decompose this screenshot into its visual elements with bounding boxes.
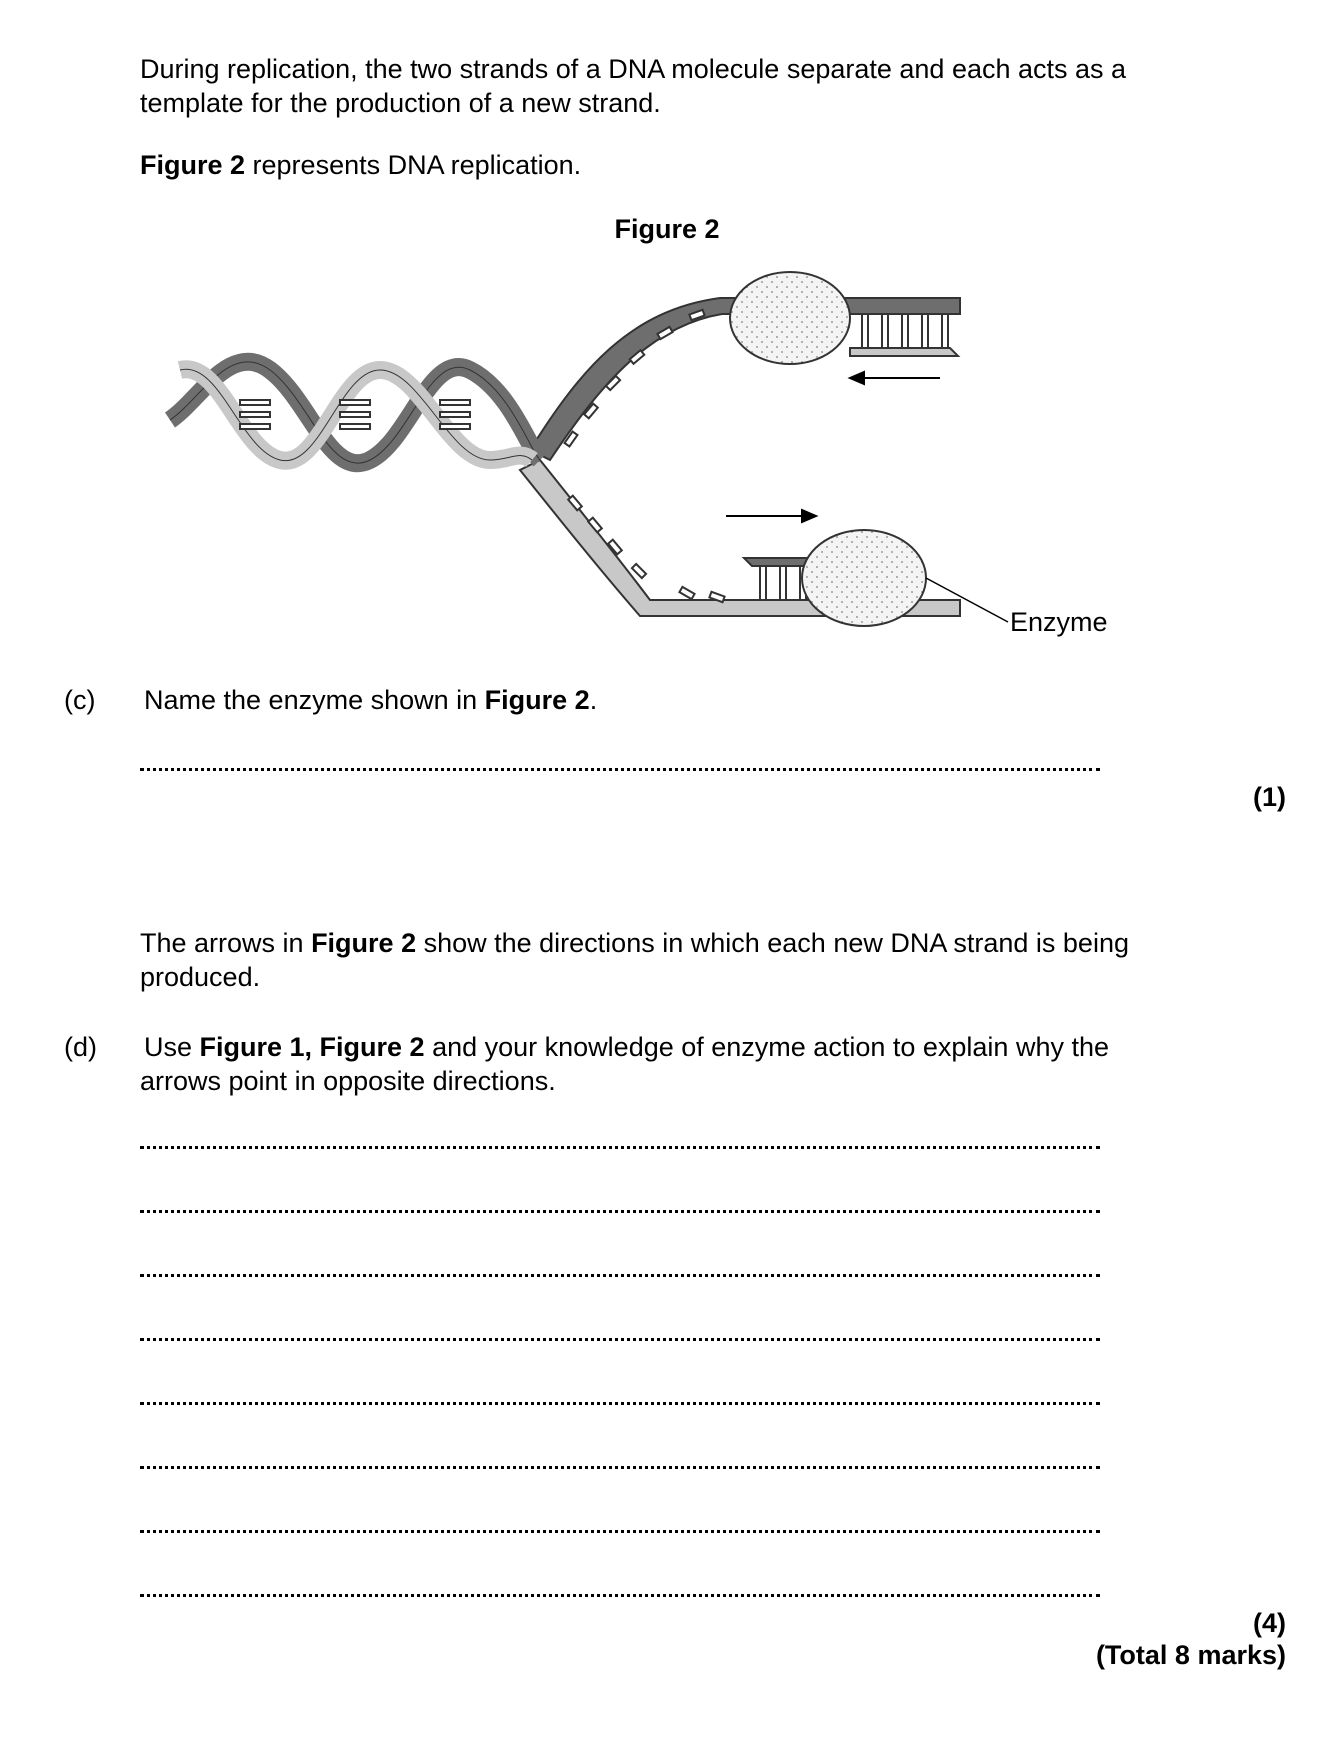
arrows-text-end: show the directions in which each new DNA strand is being [416,928,1129,958]
lower-enzyme [802,530,926,626]
part-d-question-line2 [140,1064,1220,1098]
answer-line-d-8[interactable] [140,1594,1100,1597]
upper-arrow [850,372,940,384]
answer-line-d-6[interactable] [140,1466,1100,1469]
enzyme-label: Enzyme [1010,607,1108,637]
intro-line-1: During replication, the two strands of a DNA molecule separate and each acts as a [140,54,1127,84]
part-d-marks: (4) [1253,1608,1286,1638]
intro-line-2: template for the production of a new strand. [140,88,661,118]
part-d-question [144,1030,1224,1064]
answer-line-d-2[interactable] [140,1210,1100,1213]
upper-enzyme [730,272,850,364]
figure-ref-bold: Figure 2 [140,150,246,180]
figure-ref-text: represents DNA replication. [245,150,582,180]
arrows-text-line2: produced. [140,962,261,992]
part-d-text: Use [144,1032,200,1062]
part-c-bold: Figure 2 [484,685,590,715]
part-c-end: . [589,685,598,715]
figure-reference [140,148,1220,182]
arrows-text-bold: Figure 2 [311,928,417,958]
part-c-label: (c) [64,685,96,715]
part-d-line2: arrows point in opposite directions. [140,1066,556,1096]
dna-replication-diagram [160,260,1140,660]
lower-arrow [726,510,816,522]
intro-paragraph [140,52,1220,120]
figure-title: Figure 2 [614,214,720,244]
part-c-question [144,683,1224,717]
answer-line-d-5[interactable] [140,1402,1100,1405]
arrows-paragraph [140,926,1220,994]
answer-line-d-4[interactable] [140,1338,1100,1341]
part-d-label: (d) [64,1032,97,1062]
part-c-text: Name the enzyme shown in [144,685,485,715]
part-d-end: and your knowledge of enzyme action to explain why the [424,1032,1109,1062]
arrows-text-start: The arrows in [140,928,312,958]
total-marks: (Total 8 marks) [1095,1640,1286,1670]
part-c-marks: (1) [1253,782,1286,812]
answer-line-d-3[interactable] [140,1274,1100,1277]
answer-line-d-7[interactable] [140,1530,1100,1533]
answer-line-c[interactable] [140,768,1100,771]
upper-base-pairs [862,314,948,348]
answer-line-d-1[interactable] [140,1146,1100,1149]
upper-new-strand [850,348,958,356]
part-d-bold: Figure 1, Figure 2 [199,1032,425,1062]
